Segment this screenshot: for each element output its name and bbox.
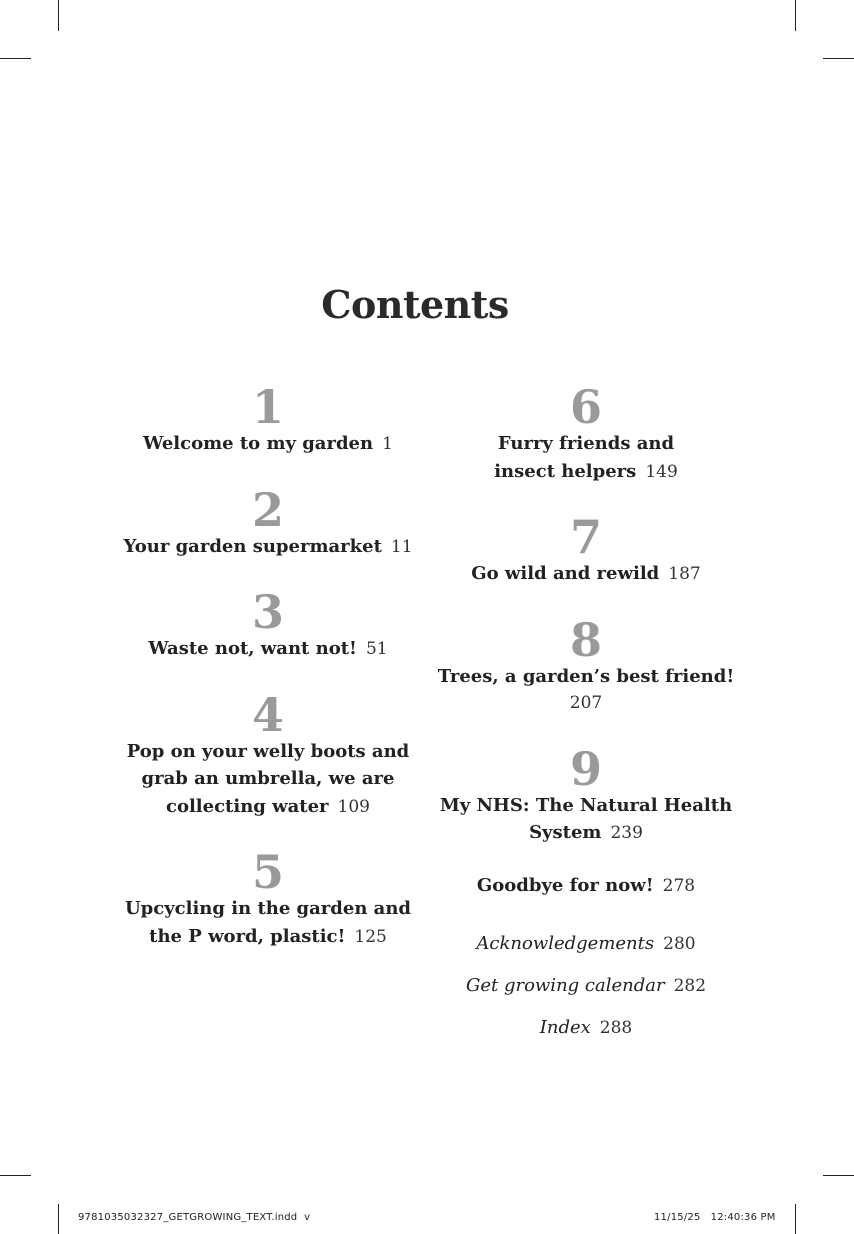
chapter-number: 1 [251,380,284,434]
crop-mark [0,1175,31,1176]
chapter-title: My NHS: The Natural Health System 239 [439,794,733,843]
chapter-title: Pop on your welly boots and grab an umbrella, we are collecting water 109 [126,740,410,817]
footer-page-numeral: v [304,1212,311,1223]
crop-mark [795,0,796,31]
chapter-entry[interactable] [118,687,418,822]
chapter-title: Go wild and rewild 187 [471,563,701,584]
chapter-title: Furry friends and insect helpers 149 [494,433,678,482]
page-title: Contents [321,282,509,327]
chapter-entry[interactable] [118,585,418,664]
crop-mark [58,0,59,31]
page-number: 1 [382,434,393,454]
page-number: 125 [354,926,387,947]
page-number: 109 [337,796,370,817]
chapter-title: Upcycling in the garden and the P word, plastic! 125 [124,898,412,947]
calendar-entry[interactable]: Get growing calendar 282 [465,974,707,996]
page-number: 187 [668,564,701,584]
chapter-number: 9 [569,741,602,796]
goodbye-entry[interactable]: Goodbye for now! 278 [476,874,696,896]
chapter-entry[interactable] [118,380,418,459]
crop-mark [795,1204,796,1234]
page-number: 278 [662,875,696,896]
chapter-number: 8 [569,612,602,667]
crop-mark [58,1204,59,1234]
chapter-entry[interactable] [436,741,736,848]
chapter-entry[interactable] [118,482,418,562]
chapter-title: Waste not, want not! 51 [148,638,388,659]
footer-timestamp: 11/15/25 12:40:36 PM [654,1212,776,1223]
contents-right-column [436,380,736,1042]
chapter-entry[interactable] [436,510,736,589]
chapter-entry[interactable] [436,612,736,718]
page-number: 11 [390,536,413,557]
chapter-entry[interactable] [118,845,418,951]
chapter-number: 5 [251,845,284,899]
chapter-title: Your garden supermarket 11 [123,535,413,557]
page-number: 51 [365,639,388,659]
crop-mark [823,1175,854,1176]
chapter-number: 3 [251,585,284,639]
footer-filename: 9781035032327_GETGROWING_TEXT.indd v [78,1212,311,1223]
acknowledgements-entry[interactable]: Acknowledgements 280 [476,932,696,954]
chapter-number: 2 [251,482,284,537]
chapter-number: 4 [251,687,284,742]
chapter-entry[interactable] [436,380,736,486]
contents-left-column [118,380,418,951]
index-entry[interactable]: Index 288 [539,1016,633,1038]
crop-mark [823,58,854,59]
page-number: 239 [610,823,643,843]
chapter-number: 6 [569,380,602,434]
chapter-number: 7 [569,510,602,564]
chapter-title: Welcome to my garden 1 [143,433,393,454]
page-number: 280 [663,933,696,954]
page-number: 207 [569,693,603,713]
page-number: 149 [645,461,678,482]
chapter-title: Trees, a garden’s best friend! 207 [436,663,736,718]
page-number: 282 [673,975,707,996]
crop-mark [0,58,31,59]
page-number: 288 [599,1017,633,1038]
